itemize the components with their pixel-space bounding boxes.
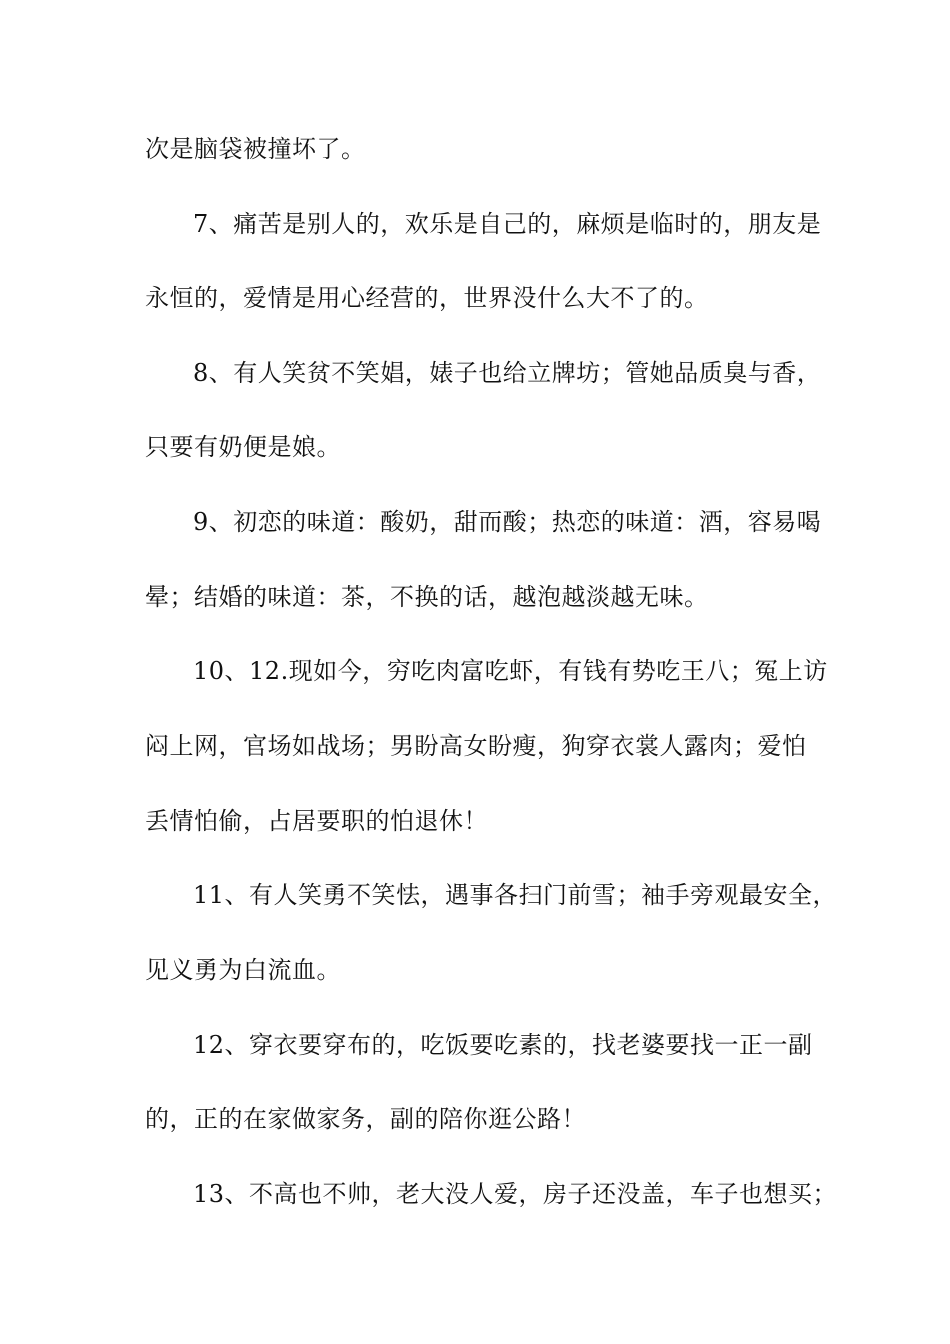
- text-line: 闷上网，官场如战场；男盼高女盼瘦，狗穿衣裳人露肉；爱怕: [145, 732, 807, 760]
- text-line: 晕；结婚的味道：茶，不换的话，越泡越淡越无味。: [145, 583, 709, 611]
- text-line: 的，正的在家做家务，副的陪你逛公路！: [145, 1105, 586, 1133]
- text-line: 9、初恋的味道：酸奶，甜而酸；热恋的味道：酒，容易喝: [193, 508, 822, 536]
- text-line: 8、有人笑贫不笑娼，婊子也给立牌坊；管她品质臭与香，: [193, 359, 822, 387]
- text-line: 11、有人笑勇不笑怯，遇事各扫门前雪；袖手旁观最安全，: [193, 881, 838, 909]
- text-line: 7、痛苦是别人的，欢乐是自己的，麻烦是临时的，朋友是: [193, 210, 822, 238]
- text-line: 13、不高也不帅，老大没人爱，房子还没盖，车子也想买；: [193, 1180, 838, 1208]
- text-line: 次是脑袋被撞坏了。: [145, 135, 366, 163]
- text-line: 只要有奶便是娘。: [145, 433, 341, 461]
- text-line: 12、穿衣要穿布的，吃饭要吃素的，找老婆要找一正一副: [193, 1031, 813, 1059]
- text-line: 见义勇为白流血。: [145, 956, 341, 984]
- text-line: 丢情怕偷，占居要职的怕退休！: [145, 807, 488, 835]
- text-line: 10、12.现如今，穷吃肉富吃虾，有钱有势吃王八；冤上访: [193, 657, 828, 685]
- text-line: 永恒的，爱情是用心经营的，世界没什么大不了的。: [145, 284, 709, 312]
